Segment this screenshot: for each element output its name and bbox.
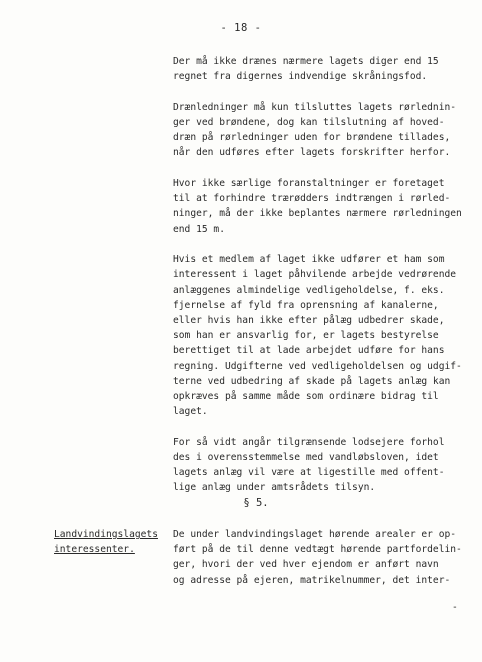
section-text: De under landvindingslaget hørende arealer er op- ført på de til denne vedtægt hørende partfordelin- ger, hvori der ved hver ejendom er anført navn og adresse på ejeren, matrikelnummer, det inter- bbox=[173, 529, 462, 586]
paragraph-member-obligations: Hvis et medlem af laget ikke udfører et ham som interessent i laget påhvilende arbejde vedrørende anlæggenes almindelige vedligeholdelse, f. eks. fjernelse af fyld fra oprensning af kanalerne, eller hvis han ikke efter pålæg udbedrer skade, som han er ansvarlig for, er lagets bestyrelse berettiget til at lade arbejdet udføre for hans regning. Udgifterne ved vedligeholdelsen og udgif- terne ved udbedring af skade på lagets anlæg kan opkræves på samme måde som ordinære bidrag til laget. bbox=[173, 254, 462, 418]
paragraph-drain-connections: Drænledninger må kun tilsluttes lagets rørlednin- ger ved brøndene, dog kan tilslutning af hoved- dræn på rørledninger uden for brøndene tillades, når den udføres efter lagets forskrifter herfor. bbox=[173, 101, 457, 159]
section-heading: § 5. bbox=[243, 497, 269, 509]
page-number: - 18 - bbox=[220, 22, 262, 34]
paragraph-tree-roots: Hvor ikke særlige foranstaltninger er foretaget til at forhindre trærødders indtrængen i rørled- ninger, må der ikke beplantes nærmere rørledningen end 15 m. bbox=[173, 178, 462, 235]
paragraph-adjacent-owners: For så vidt angår tilgrænsende lodsejere forhol des i overensstemmelse med vandløbsloven, idet lagets anlæg vil være at ligestille med offent- lige anlæg under amtsrådets tilsyn. bbox=[173, 436, 445, 494]
paragraph-drainage-distance: Der må ikke drænes nærmere lagets diger end 15 regnet fra digernes indvendige skråningsfod. bbox=[173, 56, 439, 83]
side-heading: Landvindingslagets interessenter. bbox=[54, 529, 158, 556]
continuation-mark: - bbox=[452, 602, 458, 613]
body-text bbox=[173, 54, 469, 511]
